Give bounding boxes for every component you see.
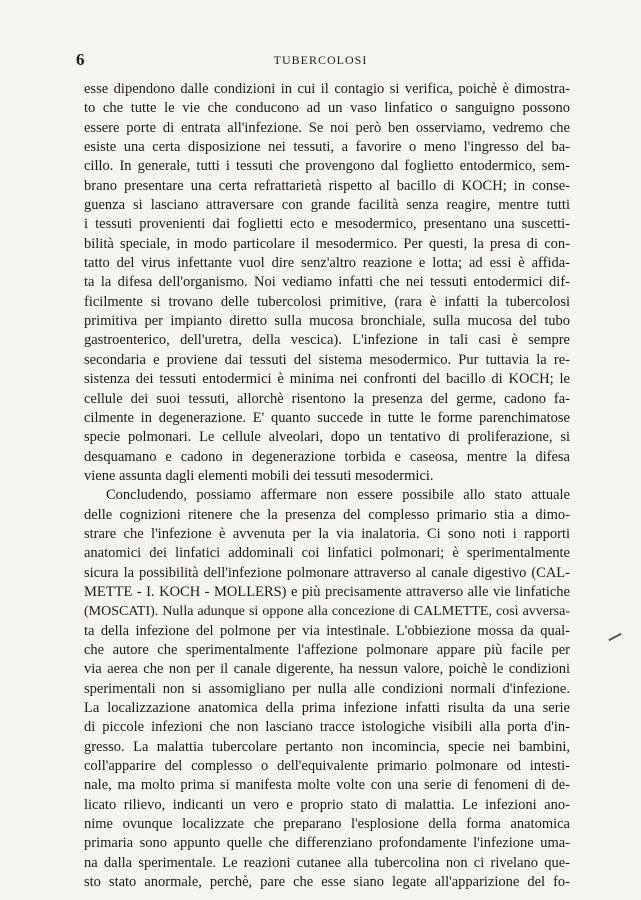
text-line: anatomici dei linfatici addominali coi linfatici polmonari; è sperimentalmente	[84, 545, 570, 562]
text-line: Concludendo, possiamo affermare non essere possibile allo stato attuale	[106, 487, 570, 504]
text-line: che autore che sperimentalmente l'affezione polmonare appare più facile per	[84, 641, 570, 658]
paragraph	[84, 486, 570, 892]
text-line: licato rilievo, indicanti un vero e proprio stato di malattia. Le infezioni ano-	[84, 796, 570, 813]
text-line: sistenza dei tessuti entodermici è minima nei confronti del bacillo di KOCH; le	[84, 371, 570, 388]
text-line: esiste una certa disposizione nei tessuti, a favorire o meno l'ingresso del ba-	[84, 139, 570, 156]
text-line: na dalla sperimentale. Le reazioni cutanee alla tubercolina non ci rivelano que-	[84, 854, 570, 871]
text-line: cillo. In generale, tutti i tessuti che provengono dal foglietto entodermico, sem-	[84, 158, 570, 175]
text-line: La localizzazione anatomica della prima infezione infatti risulta da una serie	[84, 700, 570, 716]
text-line: strare che l'infezione è avvenuta per la via inalatoria. Ci sono noti i rapporti	[84, 525, 570, 542]
text-line: gastroenterico, dell'uretra, della vescica). L'infezione in tali casi è sempre	[84, 332, 570, 349]
text-line: primaria sono appunto quelle che differenziano profondamente l'infezione uma-	[84, 835, 570, 852]
text-line: specie polmonari. Le cellule alveolari, dopo un tentativo di proliferazione, si	[84, 429, 570, 446]
text-line: nime ovunque localizzate che preparano l'esplosione della forma anatomica	[84, 816, 570, 833]
text-line: tatto del virus infettante vuol dire senz'altro reazione e lotta; ad essi è affida-	[84, 255, 570, 272]
running-title: TUBERCOLOSI	[273, 53, 368, 67]
text-line: sperimentali non si assomigliano per nulla alle condizioni normali d'infezione.	[84, 680, 570, 697]
text-line: viene assunta dagli elementi mobili dei tessuti mesodermici.	[84, 467, 434, 484]
text-line: guenza si lasciano attraversare con grande facilità senza reagire, mentre tutti	[84, 197, 570, 214]
text-line: bilità speciale, in modo particolare il mesodermico. Per questi, la presa di con-	[84, 235, 570, 252]
page-header	[0, 50, 641, 70]
text-line: essere porte di entrata all'infezione. Se noi però ben osserviamo, vedremo che	[84, 119, 570, 136]
text-line: primitiva per impianto diretto sulla mucosa bronchiale, sulla mucosa del tubo	[84, 313, 570, 330]
text-line: i tessuti provenienti dai foglietti ecto e mesodermico, presentano una suscetti-	[84, 216, 570, 233]
text-line: ta della infezione del polmone per via intestinale. L'obbiezione mossa da qual-	[84, 622, 570, 639]
text-line: coll'apparire del complesso o dell'equivalente primario polmonare od intesti-	[84, 758, 570, 775]
text-line: cilmente in degenerazione. E' quanto succede in tutte le forme parenchimatose	[84, 409, 570, 426]
text-line: METTE - I. KOCH - MOLLERS) e più precisamente attraverso alle vie linfatiche	[84, 583, 570, 600]
text-line: via aerea che non per il canale digerente, ha nessun valore, poichè le condizioni	[84, 661, 570, 678]
text-line: cellule dei suoi tessuti, allorchè risentono la presenza del germe, cadono fa-	[84, 390, 570, 407]
text-line: ta la difesa dell'organismo. Noi vediamo infatti che nei tessuti entodermici dif-	[84, 274, 570, 291]
text-line: di piccole infezioni che non lasciano tracce istologiche visibili alla porta d'in-	[84, 719, 570, 736]
text-line: delle cognizioni ritenere che la presenza del complesso primario stia a dimo-	[84, 506, 570, 523]
text-line: desquamano e cadono in degenerazione torbida e caseosa, mentre la difesa	[84, 448, 570, 465]
margin-pencil-mark	[608, 633, 621, 641]
text-line: secondaria e proviene dai tessuti del sistema mesodermico. Pur tuttavia la re-	[84, 351, 570, 368]
text-line: sicura la possibilità dell'infezione polmonare attraverso al canale digestivo (CAL-	[84, 564, 570, 581]
text-line: nale, ma molto prima si manifesta molte volte con una serie di fenomeni di de-	[84, 777, 570, 794]
text-line: sto stato anormale, perchè, pare che esse siano legate all'apparizione del fo-	[84, 874, 570, 891]
text-line: gresso. La malattia tubercolare pertanto non incomincia, specie nei bambini,	[84, 738, 570, 755]
text-line: ficilmente si trovano delle tubercolosi primitive, (rara è infatti la tubercolosi	[84, 293, 570, 310]
text-line: esse dipendono dalle condizioni in cui il contagio si verifica, poichè è dimostra-	[84, 81, 570, 97]
page-number: 6	[76, 50, 85, 69]
text-line: (MOSCATI). Nulla adunque si oppone alla concezione di CALMETTE, così avversa-	[84, 604, 570, 620]
text-line: to che tutte le vie che conducono ad un vaso linfatico o sanguigno possono	[84, 100, 570, 117]
body-text	[84, 80, 570, 892]
paragraph	[84, 80, 570, 486]
text-line: brano presentare una certa refrattarietà rispetto al bacillo di KOCH; in conse-	[84, 177, 570, 194]
